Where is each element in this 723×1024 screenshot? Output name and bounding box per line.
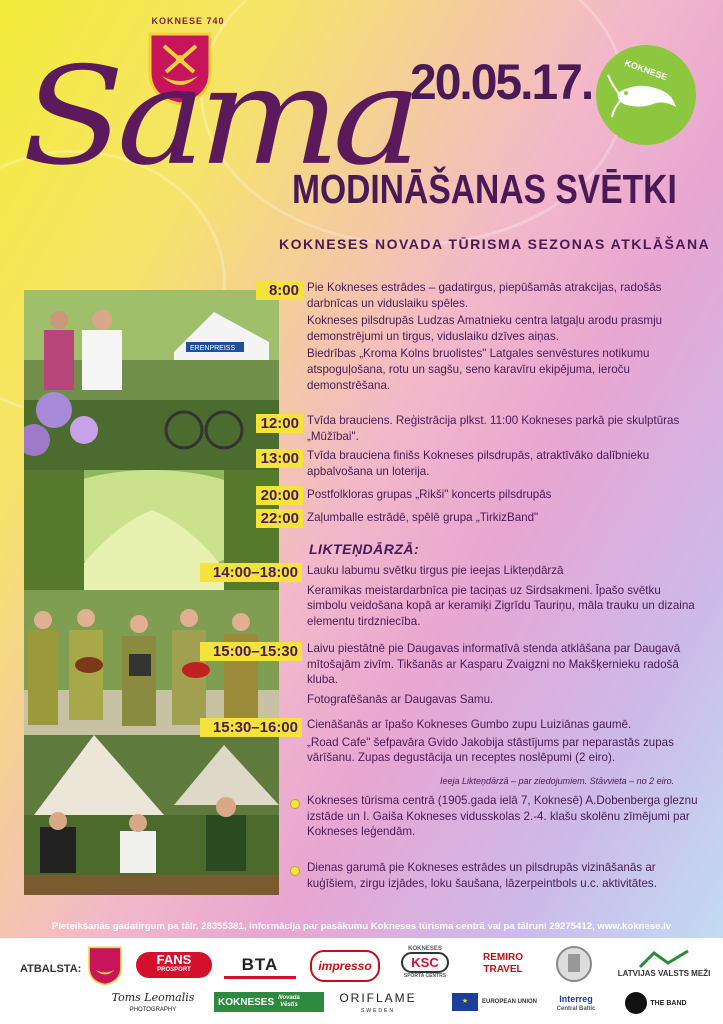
badge-label: KOKNESE <box>623 57 669 83</box>
catfish-icon <box>596 45 696 145</box>
time-badge: 15:00–15:30 <box>200 642 302 661</box>
schedule-item <box>307 717 702 766</box>
script-title: Sama <box>22 38 414 196</box>
ksc-text: KSC <box>401 952 448 973</box>
subtitle: KOKNESES NOVADA TŪRISMA SEZONAS ATKLĀŠANA <box>279 236 711 252</box>
lvm-text: LATVIJAS VALSTS MEŽI <box>617 968 711 978</box>
contact-info: Pieteikšanās gadatirgum pa tālr. 28355381, informācija par pasākumu Kokneses tūrisma centrā vai pa tālruni 29275412, www.koknese.lv <box>51 921 672 932</box>
bullet-icon <box>290 799 300 809</box>
novada-text: Novada <box>278 995 300 1001</box>
fans-logo <box>136 952 212 978</box>
band-logo <box>616 988 696 1018</box>
interreg-logo <box>546 992 606 1016</box>
seal-icon <box>556 942 592 986</box>
ksc-sub-text: SPORTA CENTRS <box>403 972 447 979</box>
schedule-line: Kokneses pilsdrupās Ludzas Amatnieku centra latgaļu arodu prasmju demonstrējumi un tirgus, viduslaiku dzīves aiņas. <box>307 314 663 343</box>
eu-logo <box>452 992 544 1012</box>
sweden-text: SWEDEN <box>361 1008 395 1014</box>
bta-logo: BTA <box>224 954 296 979</box>
photo-camp <box>24 735 279 895</box>
photography-text: PHOTOGRAPHY <box>129 1007 177 1013</box>
oriflame-logo <box>330 990 426 1020</box>
schedule-line: Tvīda brauciens. Reģistrācija plkst. 11:00 Kokneses parkā pie skulptūras „Mūžībai". <box>307 414 680 443</box>
travel-text: TRAVEL <box>483 964 523 975</box>
schedule-item <box>307 641 702 707</box>
interreg-text: Interreg <box>559 994 593 1004</box>
vestis-text: Vēstis <box>280 1002 298 1008</box>
schedule-line: Laivu piestātnē pie Daugavas informatīvā stenda atklāšana par Daugavā mītošajām zivīm. Tikšanās ar Kasparu Zvaigzni no Makšķernieku radošā kluba. <box>307 642 681 687</box>
band-text: THE BAND <box>650 999 687 1007</box>
time-badge: 22:00 <box>256 509 303 528</box>
schedule-line: Biedrības „Kroma Kolns bruolistes" Latgales senvēstures notikumu atspoguļošana, rotu un sagšu, seno karavīru ekipējuma, ieroču demonstrēšana. <box>307 347 650 392</box>
schedule-line: Tvīda brauciena finišs Kokneses pilsdrupās, atraktīvāko dalībnieku apbalvošana un loterija. <box>307 449 650 478</box>
schedule-line: „Road Cafe" šefpavāra Gvido Jakobija stāstījums par neparastās zupas vārīšanu. Zupas degustācija un receptes noslēpumi (2 eiro). <box>307 735 674 765</box>
remiro-text: REMIRO <box>483 952 523 963</box>
schedule-line: Postfolkloras grupas „Rikši" koncerts pilsdrupās <box>307 488 552 501</box>
bullet-item: Dienas garumā pie Kokneses estrādes un pilsdrupās vizināšanās ar kuģīšiem, zirgu izjādes, loku šaušana, lāzerpeintbols u.c. aktivitātes. <box>307 861 657 890</box>
sponsor-label: ATBALSTA: <box>20 963 82 975</box>
koknese-news-text: KOKNESES <box>218 996 275 1008</box>
schedule-line: Keramikas meistardarbnīca pie taciņas uz Sirdsakmeni. Īpašo svētku simbolu veidošana kopā ar keramiķi Zigrīdu Tauriņu, māla trauku un dizaina elementu tirdzniecība. <box>307 583 695 628</box>
town-name: KOKNESE 740 <box>151 16 225 26</box>
band-mark-icon <box>625 992 647 1014</box>
photographer-name: Toms Leomalis <box>111 991 195 1004</box>
main-title: MODINĀŠANAS SVĒTKI <box>292 166 677 212</box>
lvm-mark-icon <box>634 949 694 969</box>
bullet-icon <box>290 866 300 876</box>
bullet-item: Kokneses tūrisma centrā (1905.gada ielā 7, Koknesē) A.Dobenberga gleznu izstāde un I. Gaiša Kokneses vidusskolas 2.-4. klašu skolēnu zīmējumi par Kokneses leģendām. <box>307 794 698 839</box>
oriflame-text: ORIFLAME <box>339 991 417 1005</box>
koknese-news-logo <box>214 992 324 1012</box>
schedule-item <box>307 510 702 526</box>
photographer-logo <box>108 988 198 1020</box>
eu-text: EUROPEAN UNION <box>482 999 538 1005</box>
prosport-text: PROSPORT <box>157 967 191 973</box>
schedule-item <box>307 413 702 444</box>
liktendarzs-heading: LIKTEŅDĀRZĀ: <box>309 541 420 557</box>
event-date: 20.05.17. <box>410 54 593 111</box>
time-badge: 8:00 <box>256 281 303 300</box>
tent-sign: ERENPREISS <box>190 345 236 352</box>
lvm-logo <box>614 946 714 980</box>
time-badge: 14:00–18:00 <box>200 563 302 582</box>
photo-band <box>24 590 279 735</box>
time-badge: 20:00 <box>256 486 303 505</box>
ksc-logo <box>394 942 456 982</box>
time-badge: 13:00 <box>256 449 303 468</box>
time-badge: 12:00 <box>256 414 303 433</box>
schedule-line: Zaļumballe estrādē, spēlē grupa „TirkizBand" <box>307 511 539 524</box>
ksc-top-text: KOKNESES <box>408 945 442 952</box>
koknese-news-sub <box>278 995 300 1009</box>
schedule-item <box>307 280 702 393</box>
koknese-coat-icon <box>88 946 122 986</box>
schedule-item <box>307 487 702 503</box>
schedule-line: Pie Kokneses estrādes – gadatirgus, piepūšamās atrakcijas, radošās darbnīcas un viduslaiku spēles. <box>307 281 662 310</box>
schedule-line: Cienāšanās ar īpašo Kokneses Gumbo zupu Luiziānas gaumē. <box>307 718 632 731</box>
fans-text: FANS <box>156 952 192 967</box>
schedule-line: Fotografēšanās ar Daugavas Samu. <box>307 692 494 706</box>
sponsor-bar <box>0 938 723 1024</box>
time-badge: 15:30–16:00 <box>200 718 302 737</box>
schedule-item <box>307 563 702 629</box>
schedule-line: Lauku labumu svētku tirgus pie ieejas Likteņdārzā <box>307 564 564 577</box>
entrance-note: Ieeja Likteņdārzā – par ziedojumiem. Stāvvieta – no 2 eiro. <box>440 776 675 786</box>
eu-flag-icon: ★ <box>452 993 478 1011</box>
photo-market <box>24 290 279 470</box>
schedule-item <box>307 448 702 479</box>
central-baltic-text: Central Baltic <box>556 1006 596 1012</box>
impresso-logo: impresso <box>310 950 380 982</box>
catfish-badge <box>596 45 696 145</box>
remiro-travel-logo <box>472 948 534 980</box>
header <box>0 0 723 280</box>
